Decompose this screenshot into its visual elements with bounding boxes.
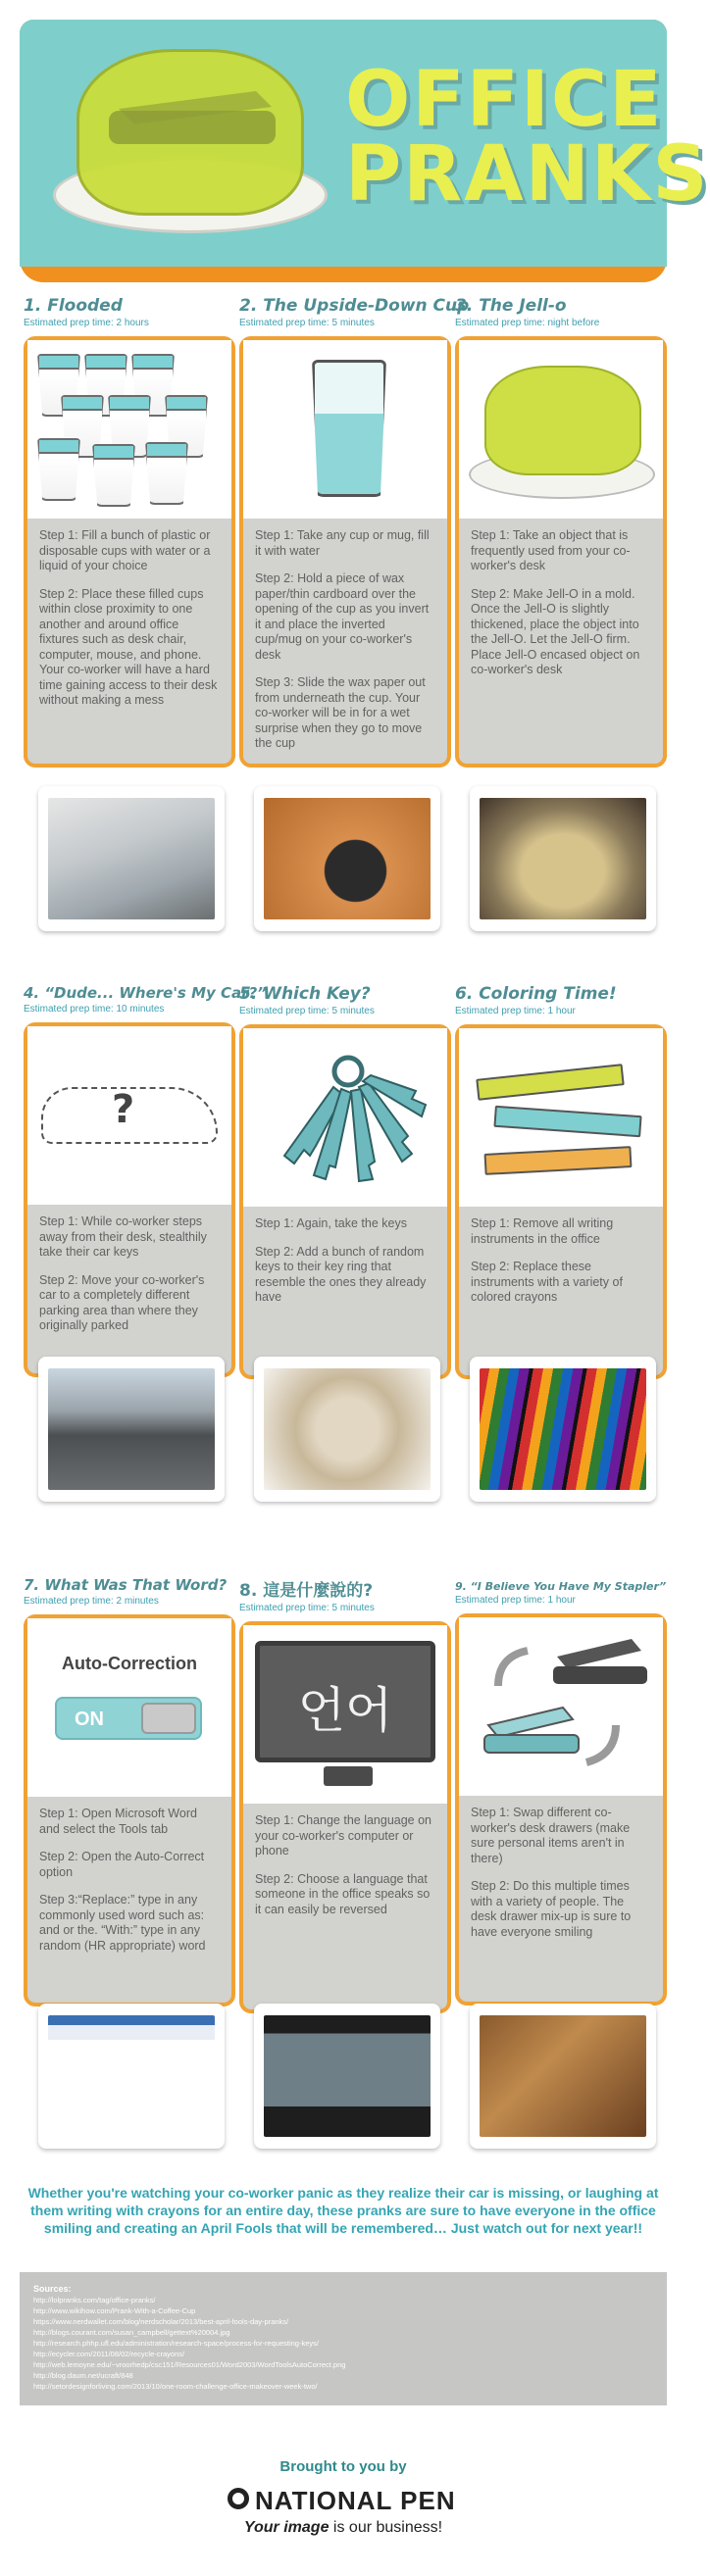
- steps: [27, 519, 231, 733]
- toggle-knob: [141, 1703, 196, 1734]
- prep-time: Estimated prep time: 2 hours: [24, 318, 149, 328]
- prank-title: 6. Coloring Time!: [455, 984, 617, 1004]
- prank-title: 3. The Jell-o: [455, 296, 567, 316]
- prep-time: Estimated prep time: night before: [455, 318, 600, 328]
- step-2: Step 2: Make Jell-O in a mold. Once the Jell-O is slightly thickened, place the object into the Jell-O. Let the Jell-O firm. Place Jell-O encased object on co-worker's desk: [471, 586, 640, 676]
- prank-stapler: [455, 1576, 667, 2006]
- jello-stapler-photo: [480, 798, 646, 919]
- steps: [459, 1207, 663, 1330]
- source-link[interactable]: http://research.phhp.ufl.edu/administration/research-space/process-for-requesting-keys/: [33, 2339, 319, 2348]
- step-2: Step 2: Open the Auto-Correct option: [39, 1850, 205, 1879]
- crayons-photo: [480, 1368, 646, 1490]
- prep-time: Estimated prep time: 10 minutes: [24, 1004, 165, 1015]
- brought-by-text: Brought to you by: [279, 2458, 407, 2475]
- prank-which-key: [239, 984, 451, 1379]
- monitor-illustration: [243, 1625, 447, 1804]
- office-cups-photo: [48, 798, 215, 919]
- step-2: Step 2: Hold a piece of wax paper/thin cardboard over the opening of the cup as you invert it and place the inverted cup/mug on your co-worker's desk: [255, 571, 430, 662]
- prank-title: 9. “I Believe You Have My Stapler”: [455, 1580, 667, 1593]
- prank-title: 8. 這是什麼說的?: [239, 1581, 374, 1601]
- prank-card: [239, 1024, 451, 1379]
- glass-icon: [312, 360, 386, 497]
- step-1: Step 1: Again, take the keys: [255, 1216, 407, 1230]
- photo-card: [38, 1357, 225, 1502]
- prank-wheres-my-car: [24, 984, 267, 1377]
- brand-circle-icon: [228, 2488, 249, 2509]
- steps: [243, 519, 447, 776]
- prank-card: [455, 336, 667, 768]
- prank-card: [455, 1613, 667, 2006]
- closing-text: Whether you're watching your co-worker panic as they realize their car is missing, or laughing at them writing with crayons for an entire day, these pranks are sure to have everyone in the office smiling and creating an April Fools that will be remembered… Just watch out for next year!!: [27, 2185, 659, 2236]
- step-1: Step 1: Take an object that is frequently used from your co-worker's desk: [471, 528, 631, 572]
- prep-time: Estimated prep time: 2 minutes: [24, 1596, 159, 1607]
- cup-icon: [145, 442, 188, 505]
- tagline-rest: is our business!: [329, 2519, 443, 2536]
- photo-card: [470, 2004, 656, 2149]
- step-2: Step 2: Replace these instruments with a variety of colored crayons: [471, 1260, 623, 1304]
- prank-card: [239, 1621, 451, 2013]
- title-line-1: OFFICE: [345, 56, 664, 144]
- prank-jello: [455, 296, 667, 768]
- autocorrect-title: Auto-Correction: [62, 1654, 197, 1673]
- step-2: Step 2: Choose a language that someone in the office speaks so it can easily be reversed: [255, 1871, 431, 1916]
- desk-drawer-photo: [480, 2015, 646, 2137]
- autocorrect-illustration: [27, 1618, 231, 1797]
- toggle-label: ON: [75, 1709, 104, 1730]
- step-1: Step 1: Open Microsoft Word and select the Tools tab: [39, 1807, 197, 1836]
- photo-card: [38, 786, 225, 931]
- prank-card: [24, 1022, 235, 1377]
- prank-what-was-that-word: [24, 1576, 235, 2006]
- step-3: Step 3:“Replace:” type in any commonly used word such as: and or the. “With:” type in any random (HR appropriate) word: [39, 1893, 206, 1953]
- title-line-2: PRANKS: [345, 130, 710, 219]
- photo-card: [38, 2004, 225, 2149]
- prank-card: [24, 336, 235, 768]
- jello-illustration: [459, 340, 663, 519]
- prank-language: [239, 1576, 451, 2013]
- page-title: [345, 56, 710, 219]
- step-2: Step 2: Move your co-worker's car to a completely different parking area than where they originally parked: [39, 1272, 205, 1332]
- tagline-emphasis: Your image: [243, 2519, 330, 2536]
- source-link[interactable]: http://web.lemoyne.edu/~vroorhedp/csc151/Resources01/Word2003/WordToolsAutoCorrect.png: [33, 2360, 346, 2369]
- korean-text: 언어: [297, 1682, 393, 1739]
- stapler-swap-icon: [459, 1617, 663, 1796]
- cups-illustration: [27, 340, 231, 519]
- jello-icon: [484, 366, 641, 475]
- photo-card: [254, 2004, 440, 2149]
- brand-tagline: [0, 2519, 686, 2537]
- step-1: Step 1: Take any cup or mug, fill it with water: [255, 528, 430, 558]
- steps: [459, 1796, 663, 1964]
- crayon-icon: [476, 1064, 624, 1101]
- prep-time: Estimated prep time: 5 minutes: [239, 1603, 375, 1613]
- prank-title: 1. Flooded: [24, 296, 123, 316]
- prank-title: 2. The Upside-Down Cup: [239, 296, 470, 316]
- cup-icon: [37, 438, 80, 501]
- stapler-icon: [79, 52, 307, 219]
- source-link[interactable]: http://blog.daum.net/ucraft/848: [33, 2371, 133, 2380]
- autocorrect-toggle: [55, 1697, 202, 1740]
- sources-title: Sources:: [33, 2284, 72, 2294]
- autocorrect-dialog-photo: [48, 2015, 215, 2137]
- monitor-icon: [255, 1641, 435, 1762]
- step-2: Step 2: Place these filled cups within close proximity to one another and around office fixtures such as desk chair, computer, mouse, and phone. Your co-worker will have a hard time gaining access to their desk without making a mess: [39, 586, 218, 707]
- jello-stapler-illustration: [76, 49, 304, 216]
- prank-title: 4. “Dude... Where's My Car?”: [24, 984, 267, 1002]
- photo-card: [254, 1357, 440, 1502]
- glass-illustration: [243, 340, 447, 519]
- prank-flooded: [24, 296, 235, 768]
- photo-card: [470, 1357, 656, 1502]
- crayon-icon: [484, 1146, 633, 1175]
- prep-time: Estimated prep time: 1 hour: [455, 1595, 576, 1606]
- step-2: Step 2: Add a bunch of random keys to their key ring that resemble the ones they already have: [255, 1244, 427, 1304]
- source-link[interactable]: http://ecycler.com/2011/08/02/recycle-crayons/: [33, 2350, 185, 2358]
- mug-photo: [264, 798, 431, 919]
- photo-card: [470, 786, 656, 931]
- sources-panel: [20, 2272, 667, 2405]
- parking-lot-photo: [48, 1368, 215, 1490]
- source-link[interactable]: http://lolpranks.com/tag/office-pranks/: [33, 2296, 156, 2304]
- steps: [459, 519, 663, 703]
- prank-upside-down-cup: [239, 296, 470, 768]
- steps: [243, 1804, 447, 1942]
- step-1: Step 1: Swap different co-worker's desk drawers (make sure personal items aren't in there): [471, 1806, 631, 1865]
- crayon-icon: [493, 1106, 641, 1137]
- keys-photo: [264, 1368, 431, 1490]
- header-panel: [20, 20, 710, 267]
- keys-illustration: [243, 1028, 447, 1207]
- header-banner: [20, 20, 710, 282]
- prank-card: [455, 1024, 667, 1379]
- step-1: Step 1: Change the language on your co-worker's computer or phone: [255, 1813, 432, 1858]
- brand-name: NATIONAL PEN: [255, 2486, 456, 2515]
- step-2: Step 2: Do this multiple times with a variety of people. The desk drawer mix-up is sure to have everyone smiling: [471, 1879, 632, 1939]
- prank-title: 5. Which Key?: [239, 984, 371, 1004]
- phone-photo: [264, 2015, 431, 2137]
- prank-coloring-time: [455, 984, 667, 1379]
- brand-logo: [0, 2484, 686, 2523]
- prep-time: Estimated prep time: 1 hour: [455, 1006, 576, 1016]
- steps: [27, 1205, 231, 1359]
- question-mark: ?: [112, 1087, 135, 1132]
- cup-icon: [92, 444, 135, 507]
- prep-time: Estimated prep time: 5 minutes: [239, 1006, 375, 1016]
- photo-card: [254, 786, 440, 931]
- monitor-stand: [324, 1766, 373, 1786]
- prep-time: Estimated prep time: 5 minutes: [239, 318, 375, 328]
- steps: [27, 1797, 231, 1978]
- step-1: Step 1: While co-worker steps away from their desk, stealthily take their car keys: [39, 1214, 207, 1259]
- step-3: Step 3: Slide the wax paper out from underneath the cup. Your co-worker will be in for a wet surprise when they go to move the cup: [255, 675, 426, 750]
- keys-icon: [265, 1048, 431, 1195]
- prank-card: [24, 1614, 235, 2006]
- source-link[interactable]: http://blogs.courant.com/susan_campbell/gettext%20004.jpg: [33, 2328, 230, 2337]
- steps: [243, 1207, 447, 1330]
- source-link[interactable]: http://setordesignforliving.com/2013/10/one-room-challenge-office-makeover-week-two/: [33, 2382, 318, 2391]
- car-illustration: [27, 1026, 231, 1205]
- staplers-illustration: [459, 1617, 663, 1796]
- step-1: Step 1: Remove all writing instruments in the office: [471, 1216, 614, 1246]
- source-link[interactable]: http://www.wikihow.com/Prank-With-a-Coffee-Cup: [33, 2306, 196, 2315]
- crayons-illustration: [459, 1028, 663, 1207]
- source-link[interactable]: https://www.nerdwallet.com/blog/nerdscholar/2013/best-april-fools-day-pranks/: [33, 2317, 289, 2326]
- prank-card: [239, 336, 451, 768]
- prank-title: 7. What Was That Word?: [24, 1576, 228, 1594]
- step-1: Step 1: Fill a bunch of plastic or disposable cups with water or a liquid of your choice: [39, 528, 211, 572]
